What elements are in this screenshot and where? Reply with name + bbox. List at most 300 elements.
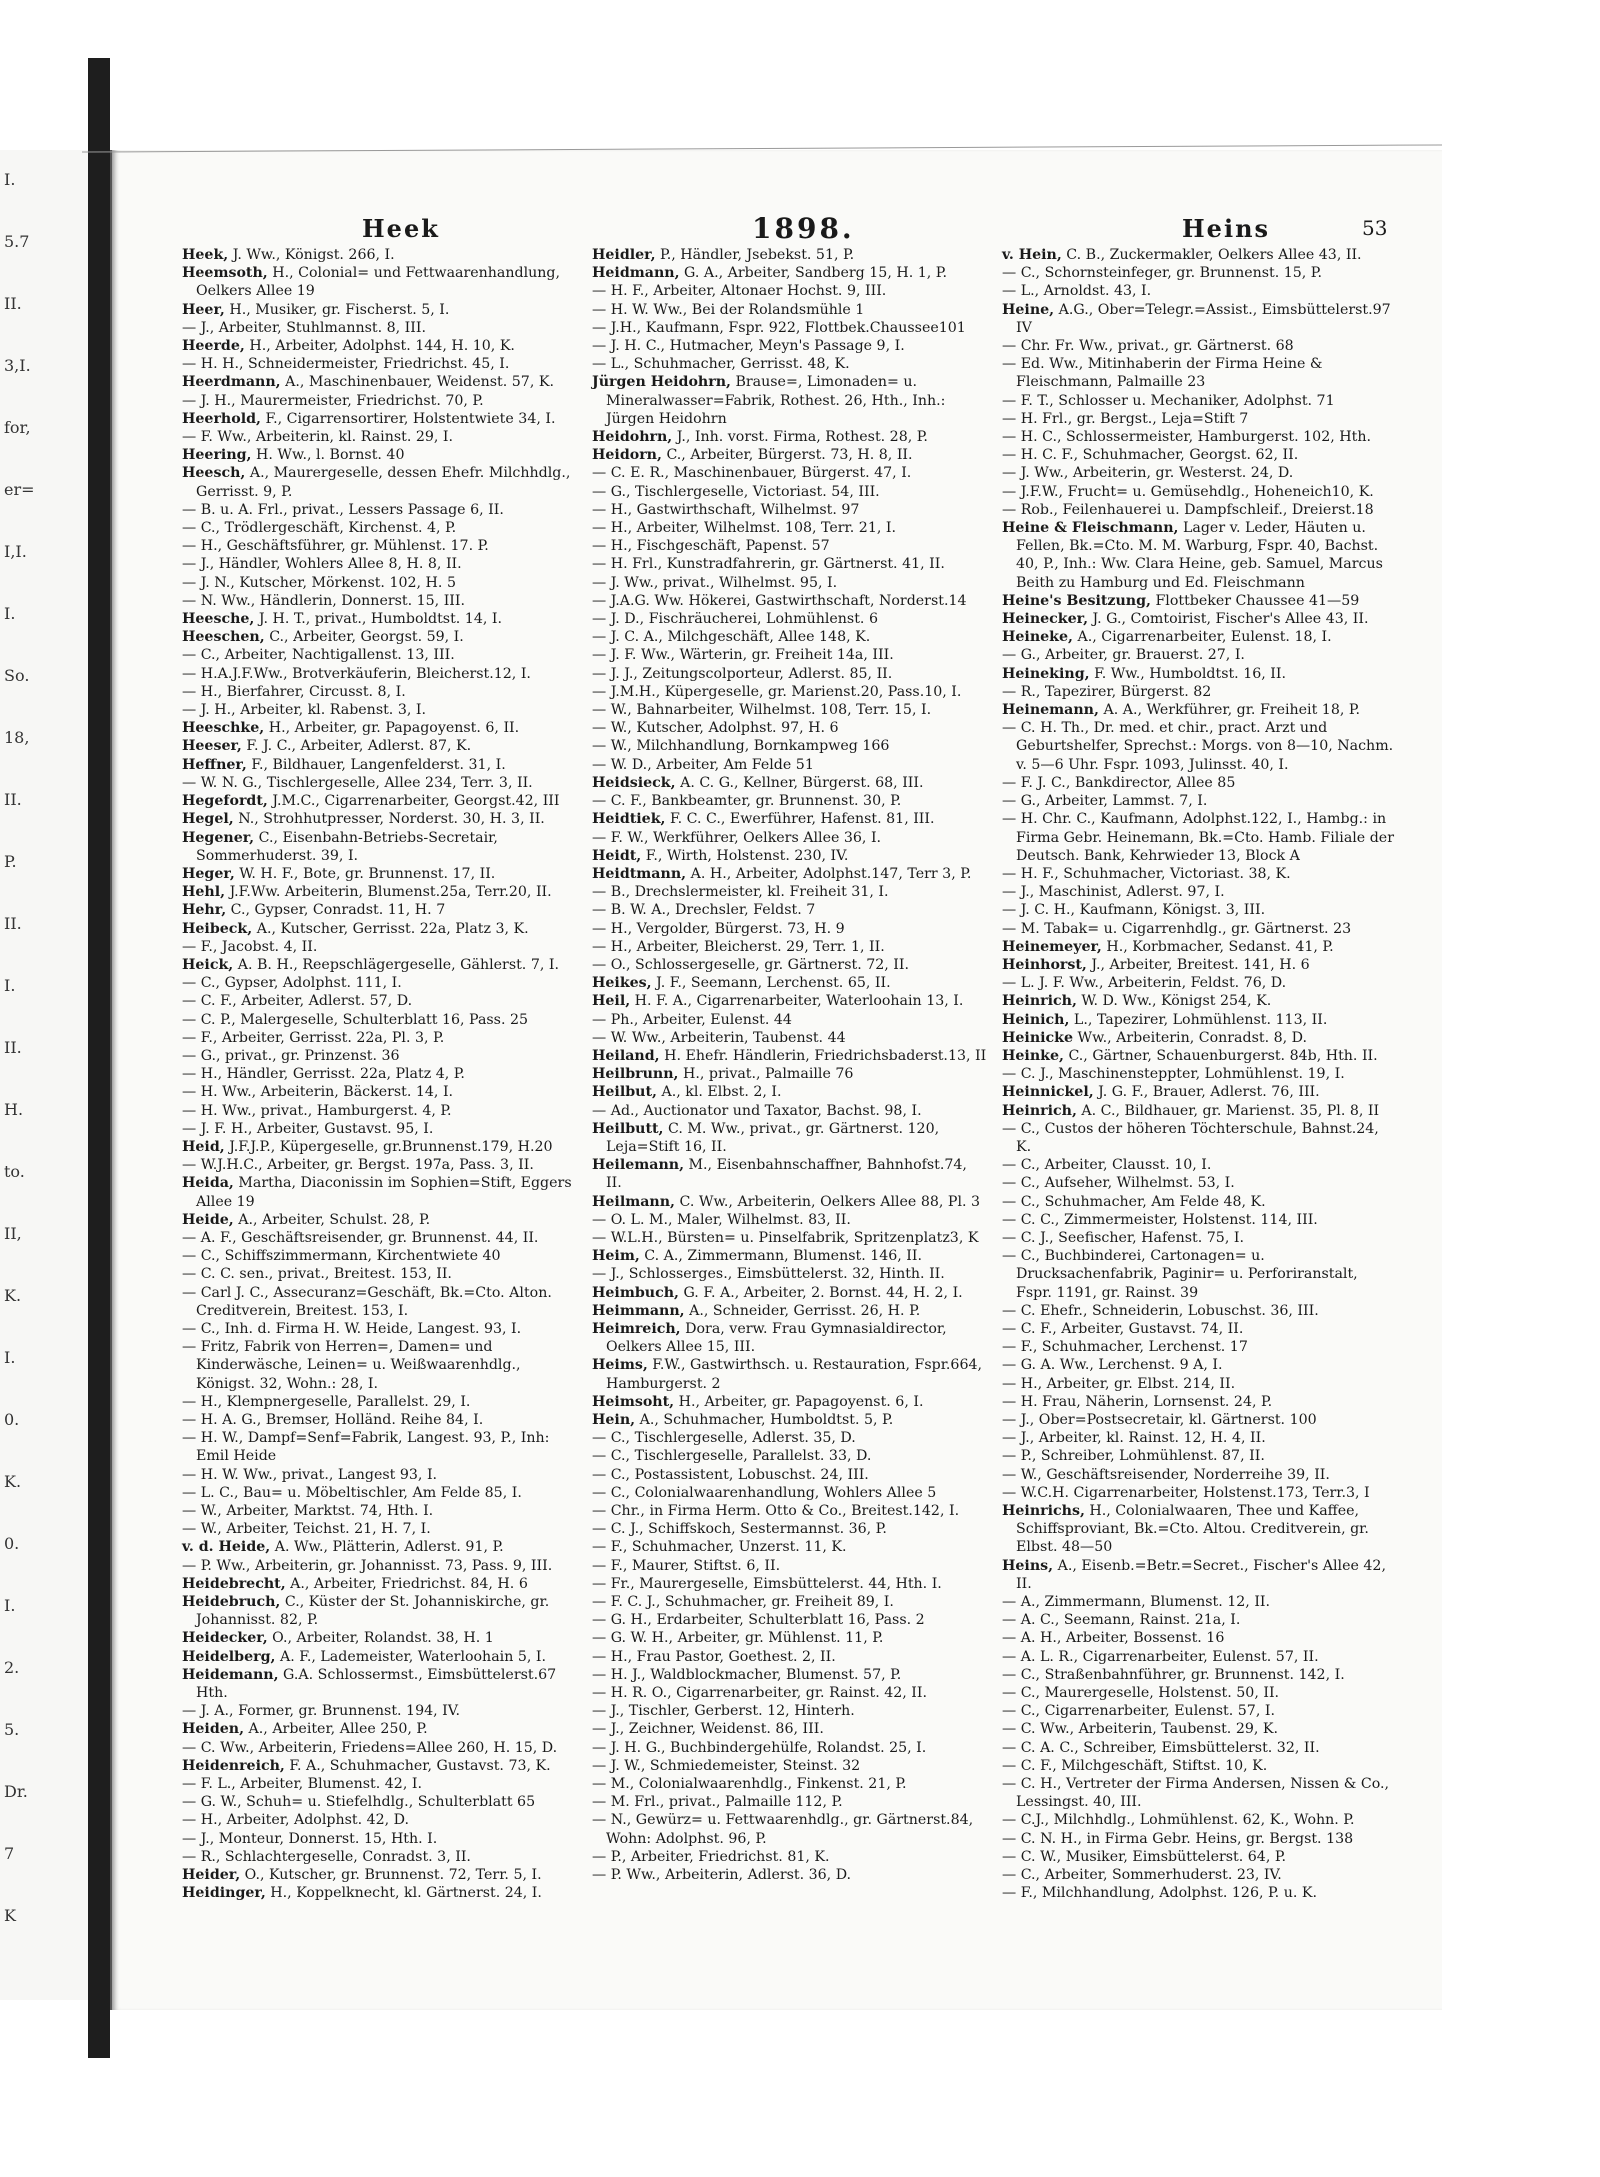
entry-details: — J. J., Zeitungscolporteur, Adlerst. 85, II. (592, 665, 893, 682)
entry-details: — J., Maschinist, Adlerst. 97, I. (1002, 884, 1225, 901)
entry-details: — C., Custos der höheren Töchterschule, Bahnst.24, K. (1002, 1120, 1379, 1155)
entry-surname: Heiden, (182, 1721, 245, 1738)
entry-surname: Heesche, (182, 611, 255, 628)
entry-surname: Heineke, (1002, 629, 1073, 646)
directory-entry (182, 938, 577, 956)
entry-details: — C. F., Bankbeamter, gr. Brunnenst. 30, P. (592, 793, 902, 810)
entry-details: — F., Maurer, Stiftst. 6, II. (592, 1557, 781, 1574)
entry-details: — C., Cigarrenarbeiter, Eulenst. 57, I. (1002, 1703, 1275, 1720)
entry-surname: Heinicke (1002, 1029, 1074, 1046)
directory-entry (182, 992, 577, 1010)
margin-fragment: I. (4, 170, 16, 189)
entry-details: J. G., Comtoirist, Fischer's Allee 43, II. (1088, 611, 1369, 628)
entry-details: A., Arbeiter, Friedrichst. 84, H. 6 (285, 1575, 528, 1592)
entry-details: — F., Jacobst. 4, II. (182, 938, 318, 955)
directory-entry (182, 574, 577, 592)
directory-entry (182, 1138, 577, 1156)
entry-details: — Chr. Fr. Ww., privat., gr. Gärtnerst. 68 (1002, 338, 1294, 355)
entry-details: C. Ww., Arbeiterin, Oelkers Allee 88, Pl. 3 (675, 1193, 981, 1210)
entry-surname: Heidecker, (182, 1630, 268, 1647)
entry-surname: Heilbutt, (592, 1120, 664, 1137)
entry-details: C., Gärtner, Schauenburgerst. 84b, Hth. II. (1063, 1047, 1378, 1064)
entry-details: G.A. Schlossermst., Eimsbüttelerst.67 Hth. (196, 1666, 557, 1702)
entry-details: — C. E. R., Maschinenbauer, Bürgerst. 47, I. (592, 465, 912, 482)
directory-entry (1002, 1848, 1397, 1866)
entry-details: — C. C., Zimmermeister, Holstenst. 114, III. (1002, 1211, 1318, 1228)
entry-surname: Heering, (182, 447, 252, 464)
entry-details: — C. F., Arbeiter, Gustavst. 74, II. (1002, 1320, 1244, 1337)
entry-details: — H., Gastwirthschaft, Wilhelmst. 97 (592, 501, 860, 518)
directory-entry (592, 319, 987, 337)
directory-entry (182, 246, 577, 264)
entry-surname: Heidsieck, (592, 774, 676, 791)
directory-entry (182, 1011, 577, 1029)
entry-surname: Hehr, (182, 902, 227, 919)
entry-details: — C., Trödlergeschäft, Kirchenst. 4, P. (182, 520, 457, 537)
entry-details: — C. F., Milchgeschäft, Stiftst. 10, K. (1002, 1757, 1268, 1774)
directory-entry (1002, 1229, 1397, 1247)
directory-entry (182, 1466, 577, 1484)
entry-details: — W.L.H., Bürsten= u. Pinselfabrik, Spritzenplatz3, K (592, 1229, 979, 1246)
directory-entry (182, 264, 577, 300)
entry-details: — J., Arbeiter, Stuhlmannst. 8, III. (182, 319, 426, 336)
directory-entry (592, 1247, 987, 1265)
entry-surname: Heide, (182, 1211, 234, 1228)
entry-details: — L. J. F. Ww., Arbeiterin, Feldst. 76, D. (1002, 975, 1287, 992)
entry-details: — H. W. Ww., privat., Langest 93, I. (182, 1466, 438, 1483)
directory-entry (182, 464, 577, 500)
entry-details: — F. Ww., Arbeiterin, kl. Rainst. 29, I. (182, 429, 454, 446)
entry-surname: Heinhorst, (1002, 956, 1087, 973)
entry-details: J., Inh. vorst. Firma, Rothest. 28, P. (672, 429, 928, 446)
directory-entry (592, 1065, 987, 1083)
entry-details: — C., Maurergeselle, Holstenst. 50, II. (1002, 1685, 1280, 1702)
entry-details: — H. W., Dampf=Senf=Fabrik, Langest. 93, P., Inh: Emil Heide (182, 1430, 550, 1465)
directory-entry (1002, 1156, 1397, 1174)
entry-details: — H. W. Ww., Bei der Rolandsmühle 1 (592, 301, 865, 318)
entry-details: — H. A. G., Bremser, Holländ. Reihe 84, I. (182, 1412, 484, 1428)
entry-details: A.G., Ober=Telegr.=Assist., Eimsbüttelerst.97 IV (1016, 301, 1391, 336)
entry-details: — H., Händler, Gerrisst. 22a, Platz 4, P. (182, 1066, 465, 1083)
entry-details: — O. L. M., Maler, Wilhelmst. 83, II. (592, 1211, 851, 1228)
entry-surname: Heinke, (1002, 1047, 1064, 1064)
entry-details: — J. N., Kutscher, Mörkenst. 102, H. 5 (182, 574, 456, 591)
directory-entry (182, 1575, 577, 1593)
entry-surname: Heidenreich, (182, 1757, 285, 1774)
entry-details: P., Händler, Jsebekst. 51, P. (655, 247, 855, 263)
entry-surname: v. d. Heide, (182, 1539, 271, 1556)
directory-entry (592, 1265, 987, 1283)
entry-details: — H., Geschäftsführer, gr. Mühlenst. 17. P. (182, 538, 489, 555)
directory-page (110, 150, 1442, 2010)
entry-details: — R., Schlachtergeselle, Conradst. 3, II. (182, 1848, 471, 1865)
margin-fragment: So. (4, 666, 30, 685)
entry-details: — C., Inh. d. Firma H. W. Heide, Langest. 93, I. (182, 1320, 522, 1337)
entry-details: O., Arbeiter, Rolandst. 38, H. 1 (267, 1630, 494, 1647)
entry-details: — C., Schuhmacher, Am Felde 48, K. (1002, 1193, 1266, 1210)
directory-entry (182, 810, 577, 828)
directory-entry (182, 1120, 577, 1138)
margin-fragment: I. (4, 1596, 16, 1615)
entry-details: — F. J. C., Bankdirector, Allee 85 (1002, 774, 1236, 791)
entry-details: — C., Colonialwaarenhandlung, Wohlers Allee 5 (592, 1484, 937, 1501)
entry-details: — C., Schornsteinfeger, gr. Brunnenst. 15, P. (1002, 265, 1322, 282)
entry-details: — J.F.W., Frucht= u. Gemüsehdlg., Hoheneich10, K. (1002, 483, 1374, 500)
entry-surname: Heimmann, (592, 1302, 685, 1319)
entry-details: — C., Arbeiter, Nachtigallenst. 13, III. (182, 647, 455, 664)
entry-details: H., Koppelknecht, kl. Gärtnerst. 24, I. (265, 1885, 542, 1902)
entry-surname: Heidtmann, (592, 865, 687, 882)
entry-surname: Heidler, (592, 247, 656, 263)
directory-entry (182, 1884, 577, 1902)
directory-entry (1002, 501, 1397, 519)
entry-details: — P. Ww., Arbeiterin, Adlerst. 36, D. (592, 1867, 852, 1884)
entry-details: — H., Vergolder, Bürgerst. 73, H. 9 (592, 920, 845, 937)
directory-entry (592, 883, 987, 901)
directory-entry (182, 1629, 577, 1647)
directory-entry (592, 464, 987, 482)
entry-details: — J. F. Ww., Wärterin, gr. Freiheit 14a, III. (592, 647, 894, 664)
directory-entry (1002, 483, 1397, 501)
directory-entry (592, 1047, 987, 1065)
entry-details: — C., Straßenbahnführer, gr. Brunnenst. 142, I. (1002, 1666, 1345, 1683)
entry-details: J. H. T., privat., Humboldtst. 14, I. (254, 611, 502, 628)
directory-entry (182, 301, 577, 319)
entry-details: — H. F., Schuhmacher, Victoriast. 38, K. (1002, 865, 1291, 882)
entry-surname: Heinemeyer, (1002, 938, 1102, 955)
entry-details: — J. H., Arbeiter, kl. Rabenst. 3, I. (182, 702, 426, 719)
directory-entry (182, 592, 577, 610)
entry-details: N., Strohhutpresser, Norderst. 30, H. 3, II. (233, 811, 545, 828)
margin-fragment: for, (4, 418, 31, 437)
entry-details: — J. H. G., Buchbindergehülfe, Rolandst. 25, I. (592, 1739, 927, 1756)
entry-details: J. G. F., Brauer, Adlerst. 76, III. (1093, 1084, 1320, 1101)
margin-fragment: K. (4, 1286, 22, 1305)
entry-surname: Heine, (1002, 301, 1055, 318)
page-header (112, 206, 1442, 246)
directory-entry (182, 392, 577, 410)
entry-details: — H. R. O., Cigarrenarbeiter, gr. Rainst. 42, II. (592, 1685, 928, 1702)
entry-surname: Hehl, (182, 884, 226, 901)
column-3 (1002, 246, 1397, 1902)
entry-surname: Hein, (592, 1412, 636, 1428)
directory-entry (182, 501, 577, 519)
entry-details: H. Ehefr. Händlerin, Friedrichsbaderst.13, II (659, 1047, 987, 1064)
margin-fragment: II. (4, 914, 22, 933)
entry-details: F. A., Schuhmacher, Gustavst. 73, K. (284, 1757, 551, 1774)
entry-details: C., Arbeiter, Bürgerst. 73, H. 8, II. (661, 447, 913, 464)
entry-details: — B., Drechslermeister, kl. Freiheit 31, I. (592, 884, 889, 901)
entry-surname: Heemsoth, (182, 265, 268, 282)
entry-details: O., Kutscher, gr. Brunnenst. 72, Terr. 5, I. (240, 1867, 542, 1884)
directory-entry (1002, 665, 1397, 683)
directory-entry (182, 1029, 577, 1047)
directory-entry (182, 1593, 577, 1629)
entry-surname: Heida, (182, 1175, 234, 1192)
entry-details: A. H., Arbeiter, Adolphst.147, Terr 3, P. (686, 865, 972, 882)
entry-details: — C., Arbeiter, Sommerhuderst. 23, IV. (1002, 1867, 1282, 1884)
entry-details: — C. H. Th., Dr. med. et chir., pract. Arzt und Geburtshelfer, Sprechst.: Morgs. von 8—10, Nachm. v. 5—6 Uhr. Fspr. 1093, Julinsst. 40, I. (1002, 720, 1394, 773)
directory-entry (592, 1429, 987, 1447)
directory-entry (592, 373, 987, 428)
directory-entry (592, 756, 987, 774)
directory-entry (182, 519, 577, 537)
margin-fragment: to. (4, 1162, 25, 1181)
entry-details: — W., Geschäftsreisender, Norderreihe 39, II. (1002, 1466, 1330, 1483)
entry-surname: Heimbuch, (592, 1284, 679, 1301)
directory-entry (1002, 1102, 1397, 1120)
entry-details: — G., Tischlergeselle, Victoriast. 54, III. (592, 483, 880, 500)
directory-entry (1002, 464, 1397, 482)
directory-entry (1002, 1629, 1397, 1647)
entry-details: — H. Frl., gr. Bergst., Leja=Stift 7 (1002, 410, 1249, 427)
column-1 (182, 246, 577, 1902)
entry-surname: v. Hein, (1002, 247, 1062, 263)
directory-entry (182, 1557, 577, 1575)
entry-details: — C. Ehefr., Schneiderin, Lobuschst. 36, III. (1002, 1302, 1319, 1319)
entry-details: — C., Schiffszimmermann, Kirchentwiete 40 (182, 1248, 501, 1265)
entry-details: G. F. A., Arbeiter, 2. Bornst. 44, H. 2, I. (678, 1284, 963, 1301)
entry-surname: Heibeck, (182, 920, 253, 937)
directory-entry (1002, 974, 1397, 992)
entry-details: F. J. C., Arbeiter, Adlerst. 87, K. (241, 738, 472, 755)
entry-details: — A. H., Arbeiter, Bossenst. 16 (1002, 1630, 1225, 1647)
directory-entry (1002, 1811, 1397, 1829)
entry-details: — G., Arbeiter, gr. Brauerst. 27, I. (1002, 647, 1245, 664)
entry-details: — Fr., Maurergeselle, Eimsbüttelerst. 44, Hth. I. (592, 1575, 942, 1592)
entry-details: — H. Ww., privat., Hamburgerst. 4, P. (182, 1102, 452, 1119)
directory-entry (592, 1193, 987, 1211)
directory-entry (592, 282, 987, 300)
entry-details: — J. F. H., Arbeiter, Gustavst. 95, I. (182, 1120, 434, 1137)
entry-details: — H. Frl., Kunstradfahrerin, gr. Gärtnerst. 41, II. (592, 556, 945, 573)
directory-entry (1002, 920, 1397, 938)
entry-details: — F., Arbeiter, Gerrisst. 22a, Pl. 3, P. (182, 1029, 445, 1046)
directory-entry (1002, 1830, 1397, 1848)
directory-entry (182, 956, 577, 974)
directory-entry (592, 1757, 987, 1775)
entry-details: — H., Frau Pastor, Goethest. 2, II. (592, 1648, 836, 1665)
directory-entry (1002, 1011, 1397, 1029)
entry-details: A. C. G., Kellner, Bürgerst. 68, III. (675, 774, 924, 791)
entry-details: — G., Arbeiter, Lammst. 7, I. (1002, 793, 1208, 810)
directory-entry (592, 665, 987, 683)
entry-details: — F. W., Werkführer, Oelkers Allee 36, I. (592, 829, 882, 846)
directory-entry (182, 1411, 577, 1429)
directory-entry (1002, 610, 1397, 628)
entry-details: Ww., Arbeiterin, Conradst. 8, D. (1073, 1029, 1308, 1046)
entry-details: — W., Bahnarbeiter, Wilhelmst. 108, Terr. 15, I. (592, 702, 932, 719)
entry-details: J.F.J.P., Küpergeselle, gr.Brunnenst.179, H.20 (224, 1138, 553, 1155)
entry-details: — H., Arbeiter, Wilhelmst. 108, Terr. 21, I. (592, 520, 896, 537)
entry-details: — C. F., Arbeiter, Adlerst. 57, D. (182, 993, 413, 1010)
directory-entry (592, 1320, 987, 1356)
directory-entry (182, 1284, 577, 1320)
entry-surname: Heeser, (182, 738, 242, 755)
directory-entry (182, 1393, 577, 1411)
directory-entry (182, 920, 577, 938)
entry-details: Lager v. Leder, Häuten u. Fellen, Bk.=Cto. M. M. Warburg, Fspr. 40, Bachst. 40, P., Inh.: Ww. Clara Heine, geb. Samuel, Marcus Beith zu Hamburg und Ed. Fleischmann (1016, 520, 1383, 591)
previous-page-edge (0, 150, 88, 2000)
entry-details: — H. C., Schlossermeister, Hamburgerst. 102, Hth. (1002, 429, 1371, 446)
entry-surname: Heeschke, (182, 720, 265, 737)
directory-entry (592, 956, 987, 974)
directory-entry (592, 1211, 987, 1229)
margin-fragment: 5.7 (4, 232, 30, 251)
directory-entry (592, 774, 987, 792)
directory-entry (182, 792, 577, 810)
directory-entry (182, 537, 577, 555)
directory-entry (592, 1411, 987, 1429)
directory-entry (182, 646, 577, 664)
margin-fragment: 2. (4, 1658, 20, 1677)
entry-surname: Heffner, (182, 756, 247, 773)
directory-entry (182, 737, 577, 755)
entry-details: H. Ww., l. Bornst. 40 (251, 447, 405, 464)
directory-entry (182, 1830, 577, 1848)
directory-entry (1002, 1338, 1397, 1356)
entry-details: J.F.Ww. Arbeiterin, Blumenst.25a, Terr.20, II. (225, 884, 552, 901)
directory-entry (182, 974, 577, 992)
directory-entry (1002, 628, 1397, 646)
directory-entry (1002, 774, 1397, 792)
directory-entry (1002, 1557, 1397, 1593)
entry-surname: Heimsoht, (592, 1393, 675, 1410)
entry-details: — W. Ww., Arbeiterin, Taubenst. 44 (592, 1029, 846, 1046)
page-number: 53 (1362, 216, 1388, 240)
directory-entry (592, 920, 987, 938)
directory-entry (1002, 1211, 1397, 1229)
entry-details: A. Ww., Plätterin, Adlerst. 91, P. (270, 1539, 504, 1556)
directory-entry (592, 683, 987, 701)
directory-entry (1002, 1866, 1397, 1884)
directory-entry (182, 901, 577, 919)
directory-entry (1002, 337, 1397, 355)
margin-fragment: 18, (4, 728, 30, 747)
entry-details: — C., Tischlergeselle, Adlerst. 35, D. (592, 1430, 856, 1447)
entry-details: — W. N. G., Tischlergeselle, Allee 234, Terr. 3, II. (182, 774, 533, 791)
entry-surname: Heilemann, (592, 1157, 685, 1174)
directory-entry (592, 646, 987, 664)
entry-details: — C. C. sen., privat., Breitest. 153, II. (182, 1266, 452, 1283)
entry-details: — H., Klempnergeselle, Parallelst. 29, I. (182, 1393, 471, 1410)
directory-entry (592, 1629, 987, 1647)
entry-details: — C., Gypser, Adolphst. 111, I. (182, 975, 402, 992)
entry-details: — C. J., Seefischer, Hafenst. 75, I. (1002, 1229, 1244, 1246)
entry-details: J. Ww., Königst. 266, I. (228, 247, 395, 263)
entry-details: — C. H., Vertreter der Firma Andersen, Nissen & Co., Lessingst. 40, III. (1002, 1776, 1390, 1811)
directory-entry (182, 1083, 577, 1101)
entry-details: Martha, Diaconissin im Sophien=Stift, Eggers Allee 19 (196, 1175, 572, 1210)
entry-details: — F. L., Arbeiter, Blumenst. 42, I. (182, 1776, 422, 1793)
directory-entry (592, 1866, 987, 1884)
entry-details: — M., Colonialwaarenhdlg., Finkenst. 21, P. (592, 1776, 907, 1793)
entry-details: — L., Arnoldst. 43, I. (1002, 283, 1152, 300)
margin-fragment: II, (4, 1224, 22, 1243)
entry-details: A., Arbeiter, Allee 250, P. (244, 1721, 428, 1738)
entry-details: — H. Chr. C., Kaufmann, Adolphst.122, I., Hambg.: in Firma Gebr. Heinemann, Bk.=Cto. Hamb. Filiale der Deutsch. Bank, Kehrwieder 13, Block A (1002, 811, 1394, 864)
directory-entry (182, 1757, 577, 1775)
entry-details: — H., Bierfahrer, Circusst. 8, I. (182, 683, 406, 700)
entry-details: — W.C.H. Cigarrenarbeiter, Holstenst.173, Terr.3, I (1002, 1484, 1370, 1501)
directory-entry (592, 355, 987, 373)
entry-details: Flottbeker Chaussee 41—59 (1150, 592, 1360, 609)
directory-entry (182, 829, 577, 865)
entry-details: J., Arbeiter, Breitest. 141, H. 6 (1086, 956, 1310, 973)
entry-details: — G. H., Erdarbeiter, Schulterblatt 16, Pass. 2 (592, 1612, 925, 1629)
directory-entry (1002, 592, 1397, 610)
directory-entry (1002, 392, 1397, 410)
directory-entry (1002, 428, 1397, 446)
directory-entry (592, 1466, 987, 1484)
entry-surname: Heiland, (592, 1047, 660, 1064)
entry-details: — J., Monteur, Donnerst. 15, Hth. I. (182, 1830, 438, 1847)
entry-surname: Heilbut, (592, 1084, 657, 1101)
directory-entry (1002, 1193, 1397, 1211)
directory-entry (592, 1393, 987, 1411)
directory-entry (1002, 1174, 1397, 1192)
entry-details: — G. W. H., Arbeiter, gr. Mühlenst. 11, P. (592, 1630, 884, 1647)
directory-entry (182, 1065, 577, 1083)
entry-details: — B. u. A. Frl., privat., Lessers Passage 6, II. (182, 501, 504, 518)
directory-entry (1002, 1611, 1397, 1629)
entry-details: — J., Zeichner, Weidenst. 86, III. (592, 1721, 824, 1738)
directory-entry (182, 1338, 577, 1393)
entry-surname: Heerhold, (182, 410, 261, 427)
entry-details: — W. D., Arbeiter, Am Felde 51 (592, 756, 814, 773)
directory-entry (182, 446, 577, 464)
directory-entry (592, 938, 987, 956)
entry-details: — P., Schreiber, Lohmühlenst. 87, II. (1002, 1448, 1265, 1465)
directory-entry (592, 337, 987, 355)
directory-entry (1002, 883, 1397, 901)
directory-entry (182, 1320, 577, 1338)
entry-details: H., Musiker, gr. Fischerst. 5, I. (224, 301, 450, 318)
book-spine (88, 58, 110, 2058)
entry-surname: Heidt, (592, 847, 642, 864)
margin-fragment: K. (4, 1472, 22, 1491)
entry-details: H., Arbeiter, gr. Papagoyenst. 6, II. (264, 720, 520, 737)
directory-entry (1002, 1648, 1397, 1666)
entry-details: H., Korbmacher, Sedanst. 41, P. (1101, 938, 1334, 955)
directory-entry (182, 665, 577, 683)
entry-details: — F., Milchhandlung, Adolphst. 126, P. u. K. (1002, 1885, 1317, 1902)
entry-details: — J. C. A., Milchgeschäft, Allee 148, K. (592, 629, 871, 646)
entry-details: — J., Tischler, Gerberst. 12, Hinterh. (592, 1703, 855, 1720)
directory-entry (1002, 1320, 1397, 1338)
directory-entry (1002, 1411, 1397, 1429)
entry-details: — M. Tabak= u. Cigarrenhdlg., gr. Gärtnerst. 23 (1002, 920, 1352, 937)
entry-surname: Heick, (182, 956, 234, 973)
margin-fragment: 0. (4, 1410, 20, 1429)
entry-surname: Heineking, (1002, 665, 1090, 682)
entry-surname: Heerde, (182, 338, 245, 355)
directory-entry (182, 701, 577, 719)
entry-details: A., Arbeiter, Schulst. 28, P. (233, 1211, 431, 1228)
directory-entry (182, 1720, 577, 1738)
entry-details: — W., Arbeiter, Teichst. 21, H. 7, I. (182, 1521, 431, 1538)
entry-details: — W., Milchhandlung, Bornkampweg 166 (592, 738, 890, 755)
directory-entry (1002, 992, 1397, 1010)
directory-entry (1002, 1247, 1397, 1302)
header-year: 1898. (752, 212, 855, 245)
entry-surname: Heinich, (1002, 1011, 1070, 1028)
entry-details: — W., Kutscher, Adolphst. 97, H. 6 (592, 720, 839, 737)
directory-entry (182, 1702, 577, 1720)
directory-entry (1002, 901, 1397, 919)
entry-details: C., Eisenbahn-Betriebs-Secretair, Sommerhuderst. 39, I. (196, 829, 498, 864)
entry-details: A., kl. Elbst. 2, I. (656, 1084, 782, 1101)
